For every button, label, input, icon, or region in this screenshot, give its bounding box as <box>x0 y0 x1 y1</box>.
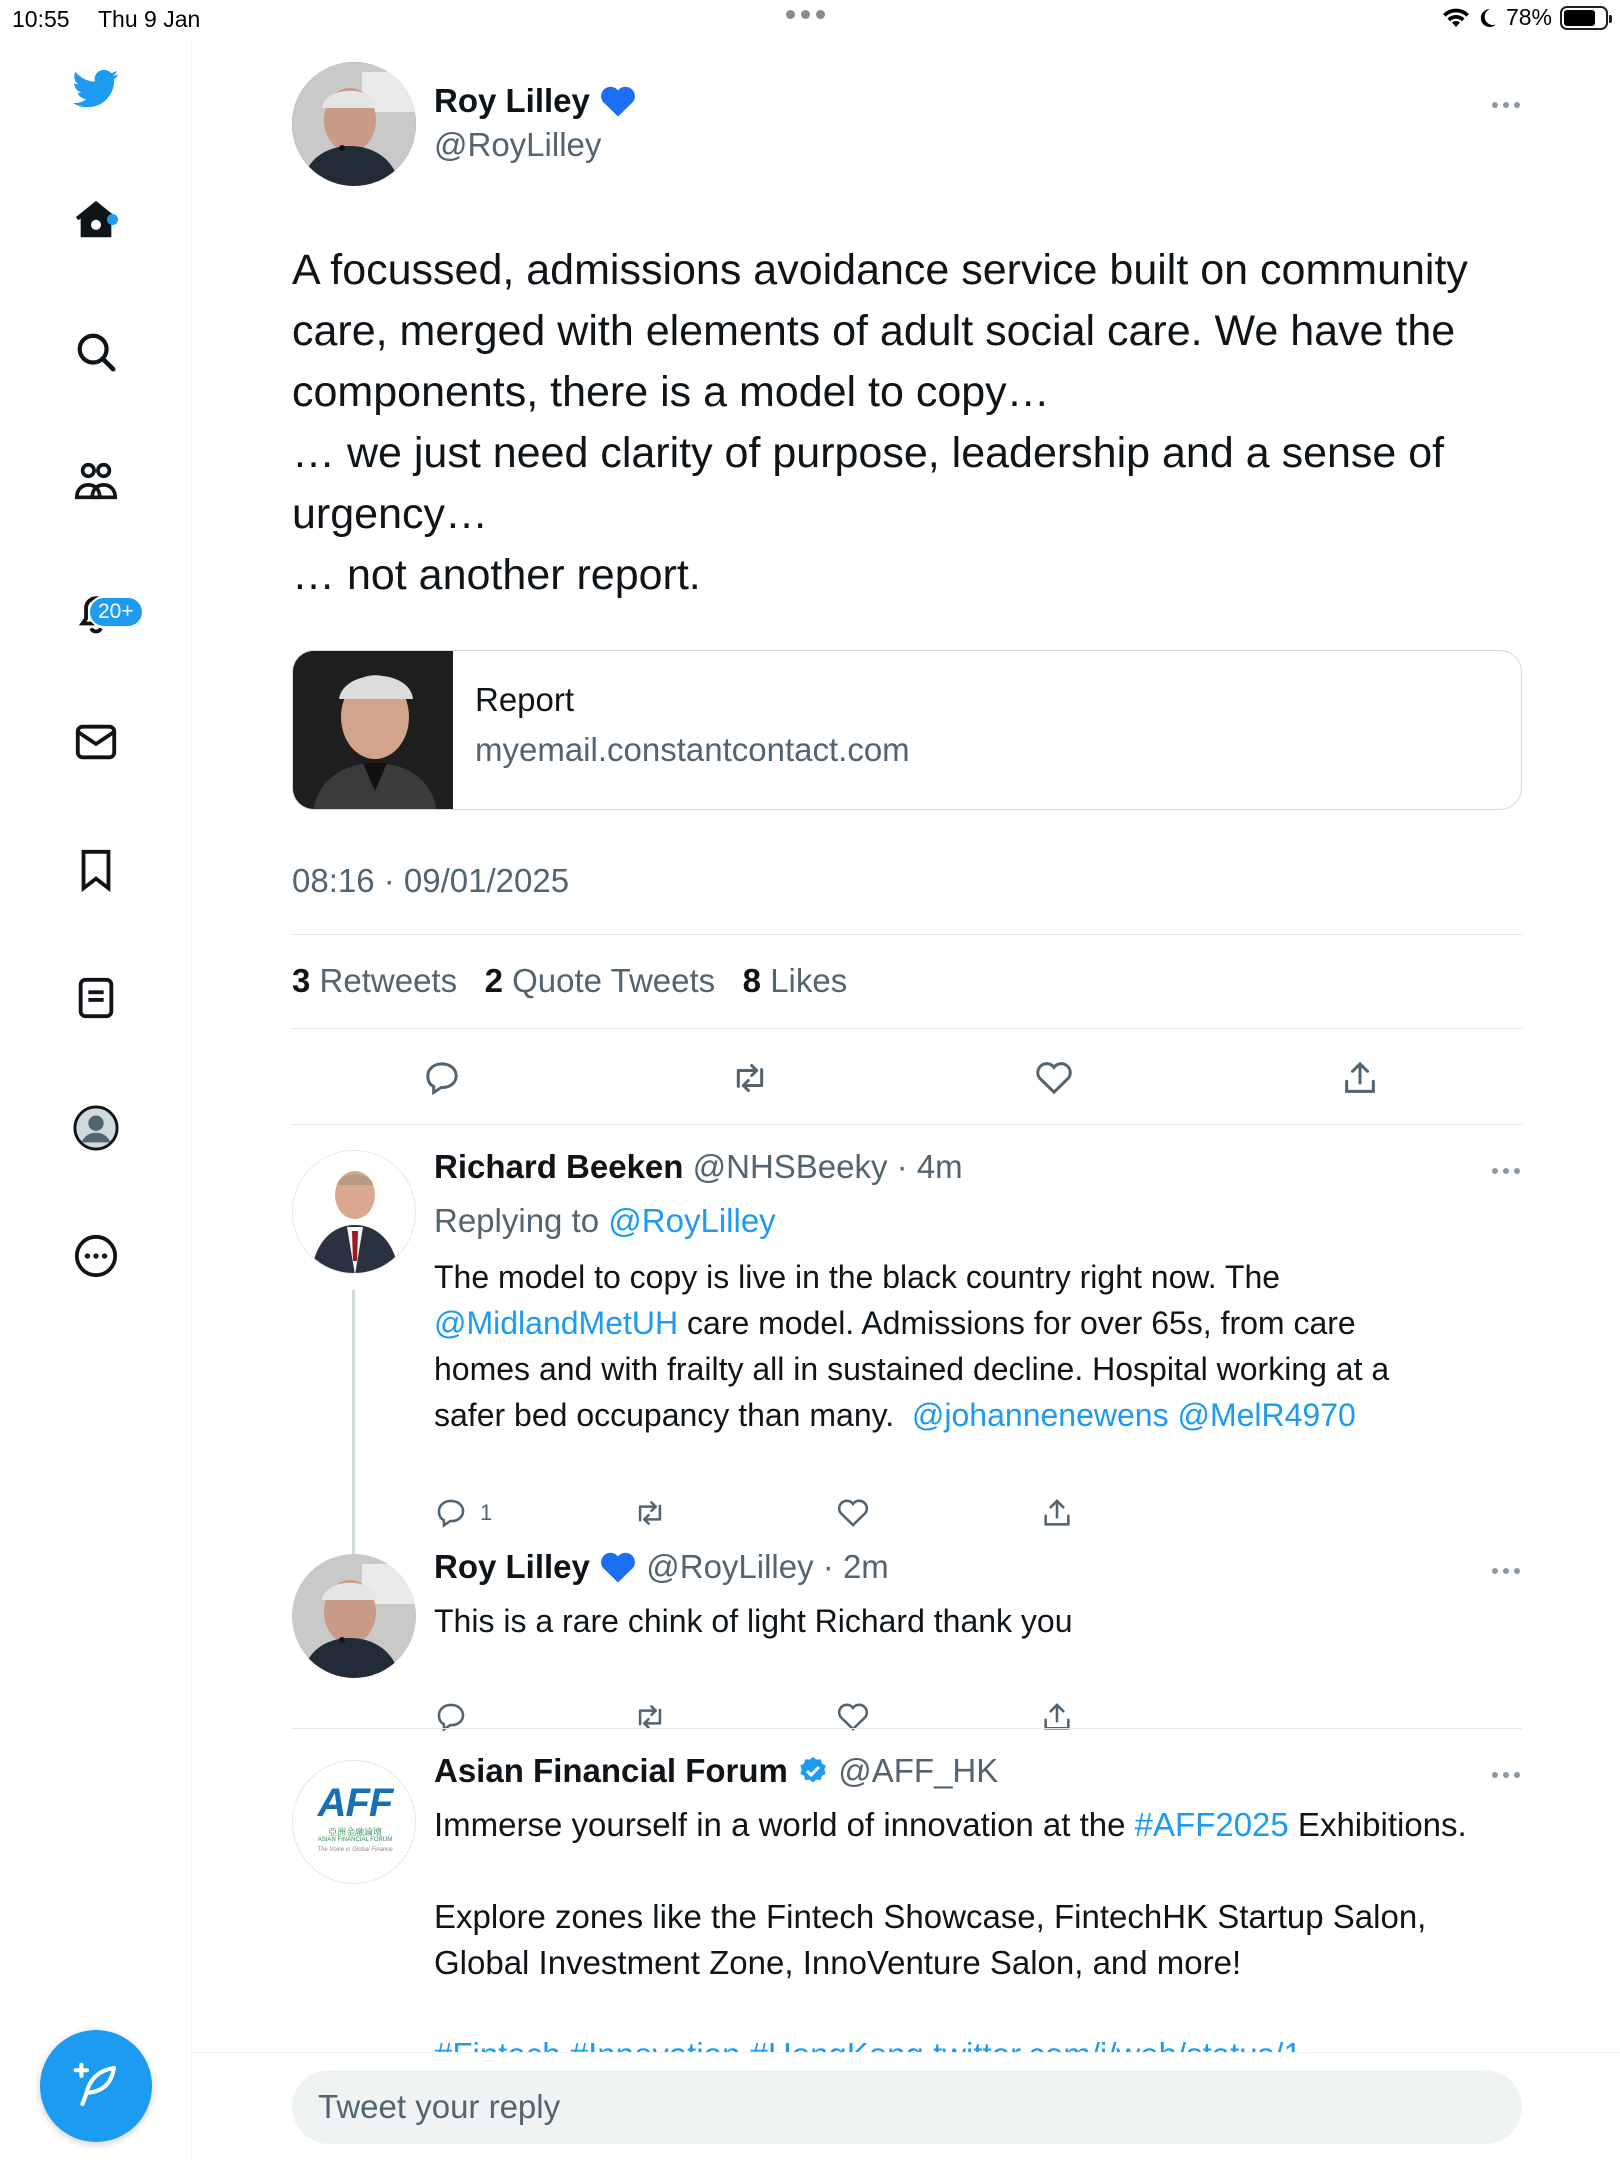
status-indicators <box>1442 4 1608 31</box>
like-button[interactable] <box>1034 1058 1074 1098</box>
reply-button[interactable] <box>422 1058 462 1098</box>
reply-author-handle: @RoyLilley <box>646 1548 814 1585</box>
reply-author-avatar[interactable] <box>292 1554 416 1678</box>
reply-author-name: Richard Beeken <box>434 1148 684 1185</box>
retweets-stat[interactable]: 3 Retweets <box>292 962 458 999</box>
reply-reply-button[interactable] <box>434 1496 492 1530</box>
search-icon[interactable] <box>70 326 122 378</box>
home-unread-dot <box>107 214 118 225</box>
card-thumbnail <box>293 651 453 810</box>
blue-heart-icon <box>599 1550 637 1584</box>
reply-placeholder: Tweet your reply <box>318 2088 561 2125</box>
reply-author-line[interactable] <box>434 1752 998 1790</box>
tweet-author-name: Roy Lilley <box>434 82 590 119</box>
reply-author-handle: @AFF_HK <box>838 1752 999 1789</box>
reply-more-icon[interactable] <box>1492 1772 1520 1778</box>
replying-to-line: Replying to @RoyLilley <box>434 1202 776 1239</box>
tweet-timestamp[interactable]: 08:16 · 09/01/2025 <box>292 862 570 899</box>
status-time: 10:55 <box>12 6 70 32</box>
tweet-body: A focussed, admissions avoidance service built on community care, merged with elements of adult social care. We have the components, there is a model to copy… … we just need clarity of purpose, leadership and a sense of urgency… … not another report. <box>292 246 1468 599</box>
tweet-stats <box>292 962 847 1000</box>
replying-to-handle[interactable]: @RoyLilley <box>608 1202 776 1239</box>
profile-avatar-icon[interactable] <box>70 1102 122 1154</box>
reply-count: 1 <box>480 1500 493 1525</box>
reply-body: The model to copy is live in the black country right now. The @MidlandMetUH care model. Admissions for over 65s, from care homes and with frailty all in sustained decline. Hospital working at a safer bed occupancy than many. @johannenewens @MelR4970 <box>434 1259 1390 1433</box>
twitter-logo-icon[interactable] <box>70 62 122 114</box>
reply-body: Immerse yourself in a world of innovation at the #AFF2025 Exhibitions. Explore zones like the Fintech Showcase, FintechHK Startup Salon, Global Investment Zone, InnoVenture Salon, and more! <box>434 1802 1544 2078</box>
battery-icon <box>1560 6 1608 30</box>
reply-time: · 2m <box>822 1548 889 1585</box>
reply-author-avatar[interactable] <box>292 1150 416 1274</box>
reply-input[interactable] <box>292 2070 1522 2144</box>
reply-body: This is a rare chink of light Richard thank you <box>434 1603 1073 1639</box>
reply-icon <box>434 1496 468 1530</box>
reply-time: · 4m <box>896 1148 963 1185</box>
reply-more-icon[interactable] <box>1492 1568 1520 1574</box>
divider <box>292 1028 1522 1029</box>
reply-retweet-button[interactable] <box>632 1496 668 1530</box>
share-icon <box>1340 1058 1380 1098</box>
compose-feather-icon <box>69 2059 123 2113</box>
reply-author-line[interactable] <box>434 1548 889 1586</box>
status-date: Thu 9 Jan <box>98 6 201 32</box>
thread-connector <box>352 1290 355 1590</box>
mention-melr4970[interactable]: @MelR4970 <box>1177 1397 1356 1433</box>
wifi-icon <box>1442 7 1470 29</box>
blue-heart-icon <box>599 84 637 118</box>
reply-like-button[interactable] <box>836 1496 870 1530</box>
notifications-badge: 20+ <box>88 596 144 628</box>
bookmarks-icon[interactable] <box>70 844 122 896</box>
messages-icon[interactable] <box>70 716 122 768</box>
reply-author-line[interactable] <box>434 1148 963 1186</box>
status-bar <box>0 0 1620 40</box>
tweet-thread <box>192 40 1620 2160</box>
link-card[interactable] <box>292 650 1522 810</box>
divider <box>292 1124 1522 1125</box>
mention-midlandmetuh[interactable]: @MidlandMetUH <box>434 1305 679 1341</box>
multitasking-dots-icon[interactable] <box>786 10 825 19</box>
reply-share-button[interactable] <box>1040 1496 1074 1530</box>
reply-author-handle: @NHSBeeky <box>692 1148 888 1185</box>
reply-author-name: Roy Lilley <box>434 1548 590 1585</box>
reply-author-name: Asian Financial Forum <box>434 1752 788 1789</box>
reply-icon <box>422 1058 462 1098</box>
divider <box>292 934 1522 935</box>
divider <box>292 1728 1522 1729</box>
retweet-button[interactable] <box>728 1058 772 1098</box>
tweet-author-avatar[interactable] <box>292 62 416 186</box>
reply-more-icon[interactable] <box>1492 1168 1520 1174</box>
heart-icon <box>1034 1058 1074 1098</box>
aff-logo-avatar[interactable]: AFF 亞洲金融論壇 ASIAN FINANCIAL FORUM The Voice in Global Finance <box>292 1760 416 1884</box>
card-title: Report <box>475 681 575 718</box>
more-options-icon[interactable] <box>70 1230 122 1282</box>
compose-tweet-button[interactable] <box>40 2030 152 2142</box>
lists-icon[interactable] <box>70 972 122 1024</box>
tweet-author-handle: @RoyLilley <box>434 126 602 163</box>
share-button[interactable] <box>1340 1058 1380 1098</box>
card-domain: myemail.constantcontact.com <box>475 731 910 768</box>
tweet-more-icon[interactable] <box>1492 102 1520 108</box>
communities-icon[interactable] <box>70 456 122 508</box>
quote-tweets-stat[interactable]: 2 Quote Tweets <box>484 962 716 999</box>
likes-stat[interactable]: 8 Likes <box>742 962 848 999</box>
mention-johannenewens[interactable]: @johannenewens <box>911 1397 1169 1433</box>
heart-icon <box>836 1496 870 1530</box>
hashtag-aff2025[interactable]: #AFF2025 <box>1134 1806 1289 1843</box>
retweet-icon <box>728 1058 772 1098</box>
share-icon <box>1040 1496 1074 1530</box>
retweet-icon <box>632 1496 668 1530</box>
moon-icon <box>1478 7 1498 29</box>
verified-badge-icon <box>797 1755 829 1787</box>
tweet-author-line[interactable] <box>434 82 637 120</box>
sidebar-nav <box>0 40 192 2160</box>
battery-percent: 78% <box>1505 4 1552 30</box>
